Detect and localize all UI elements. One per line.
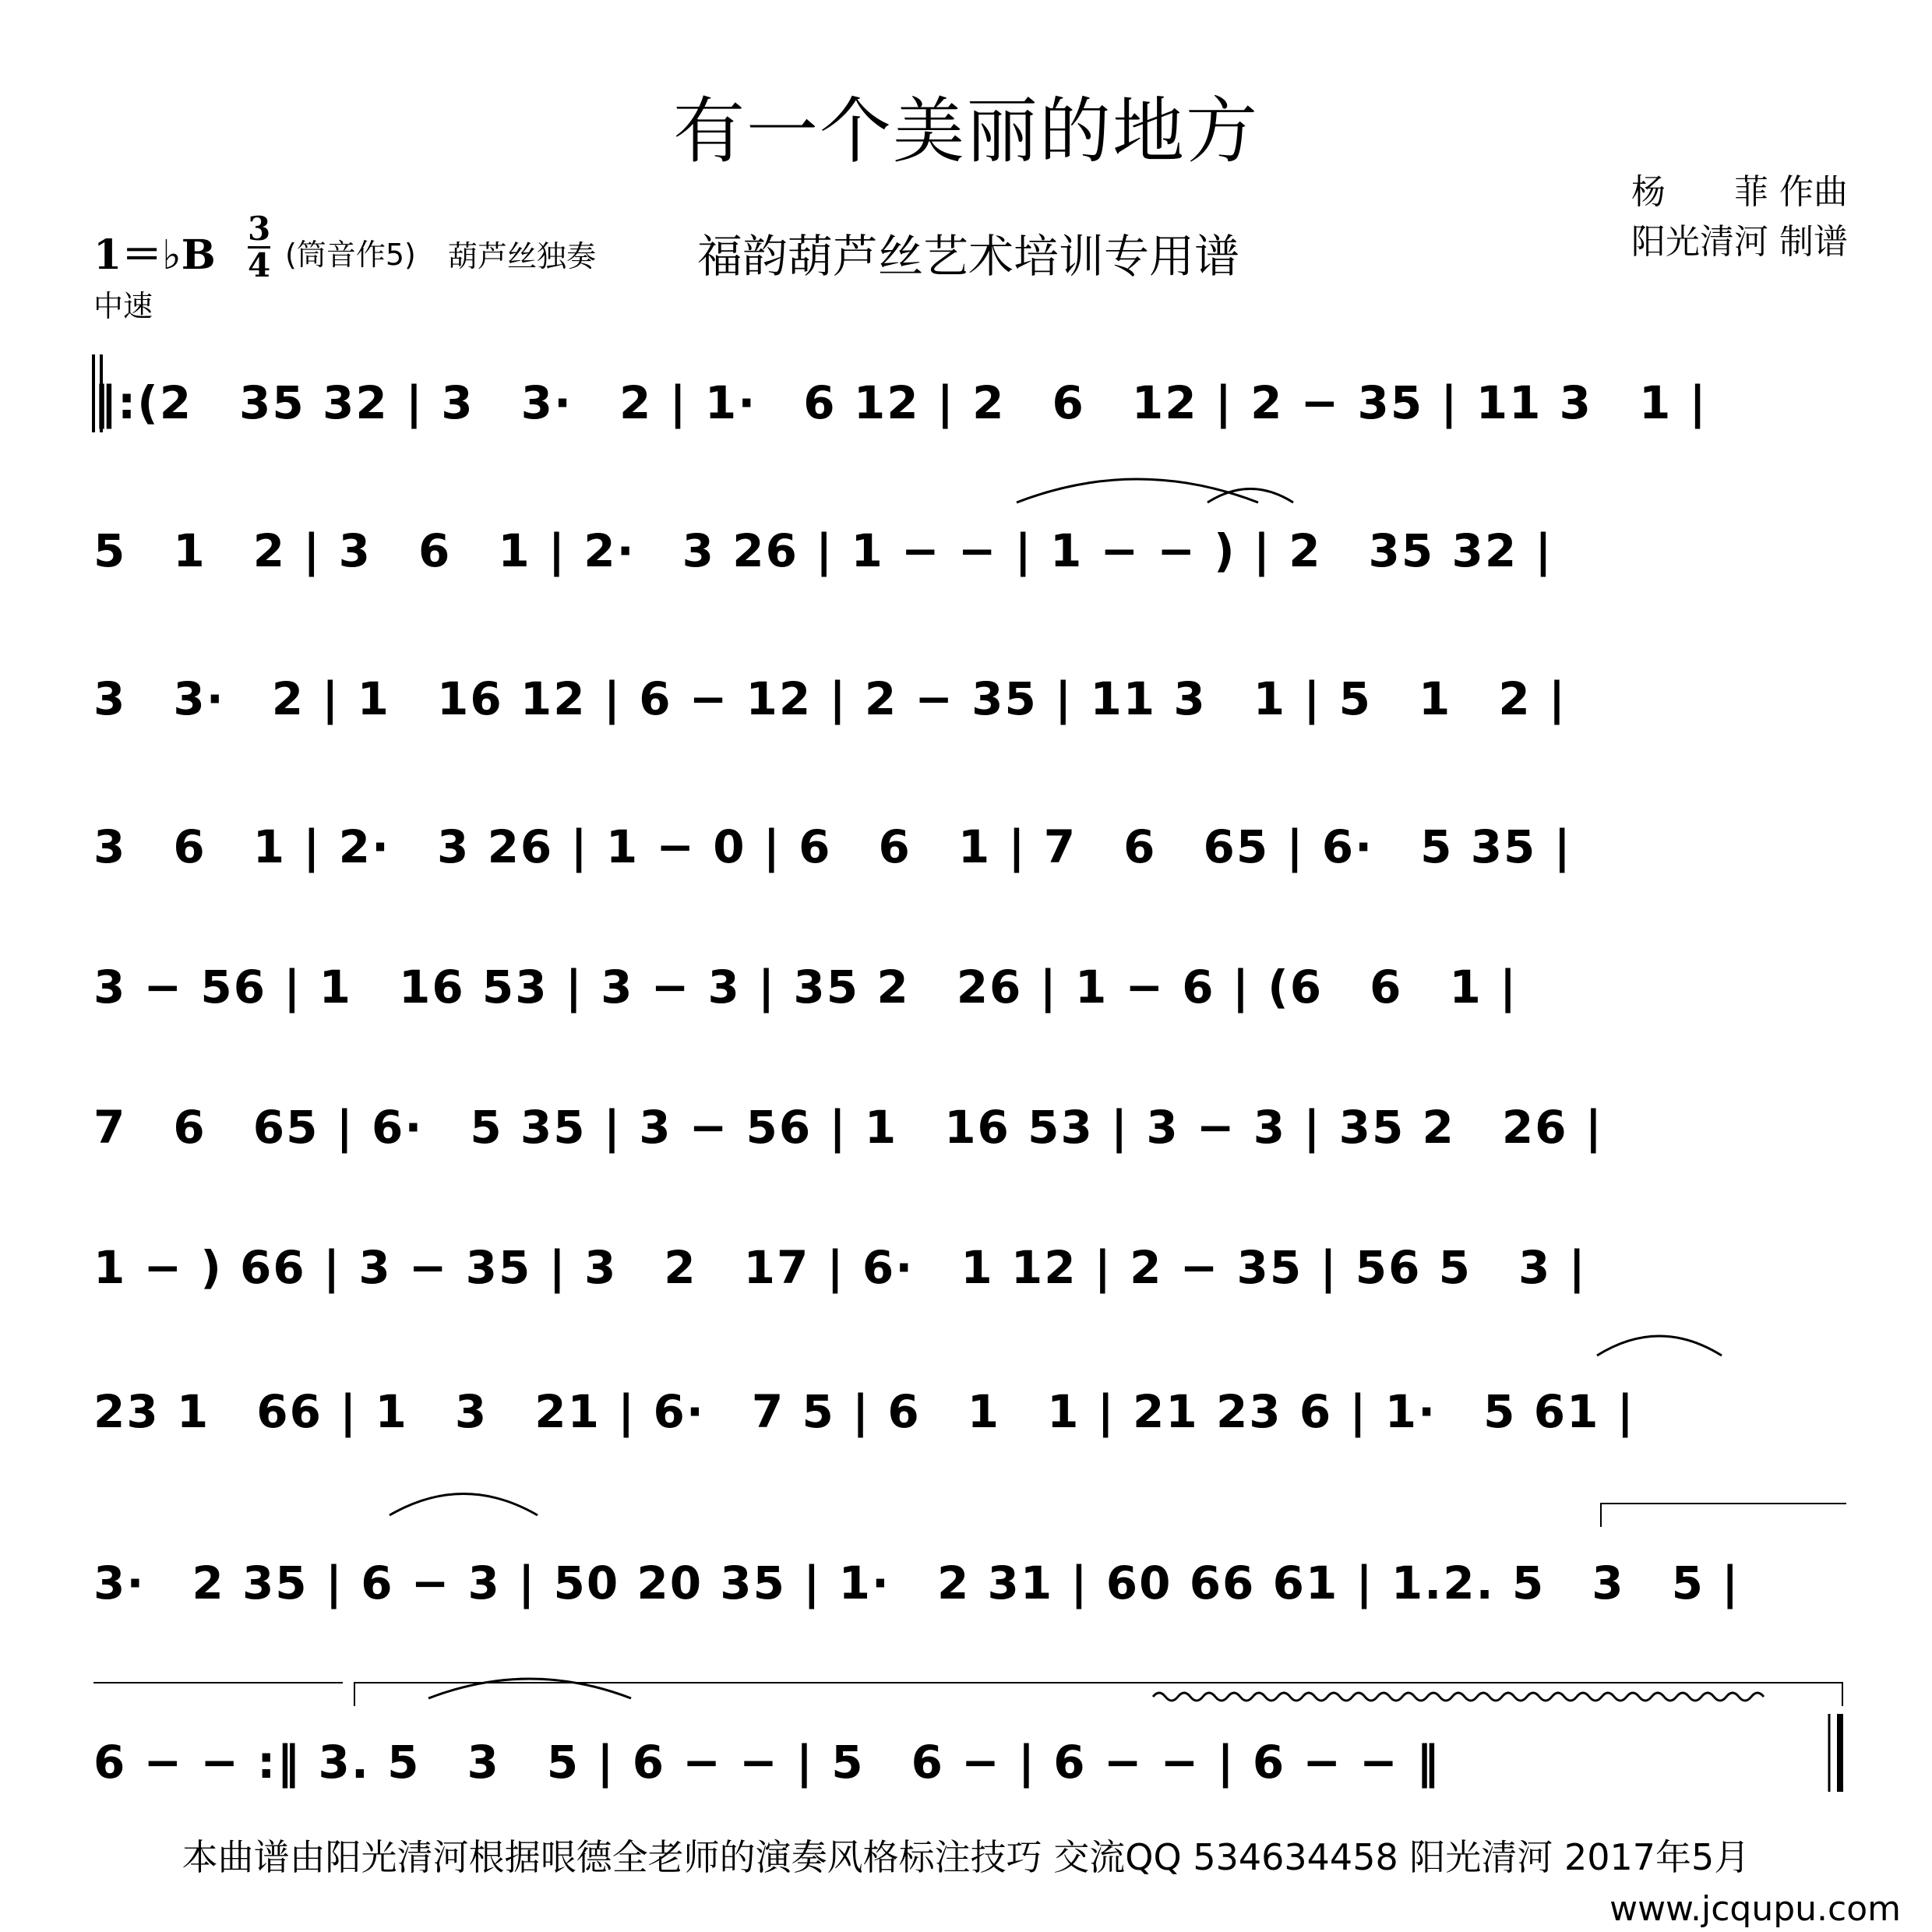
score-row: 3· 2 35 | 6 − 3 | 50 20 35 | 1· 2 31 | 60 66 61 | 1.2. 5 3 5 |: [93, 1557, 1740, 1609]
meter-top: 3: [248, 210, 271, 248]
page-title: 有一个美丽的地方: [672, 90, 1259, 173]
tuning-note: (筒音作5): [285, 238, 416, 272]
score-row: 5 1 2 | 3 6 1 | 2· 3 26 | 1 − − | 1 − − ) | 2 35 32 |: [93, 524, 1553, 577]
score-row: 3 6 1 | 2· 3 26 | 1 − 0 | 6 6 1 | 7 6 65 | 6· 5 35 |: [93, 820, 1572, 873]
key-signature: 1＝♭B: [93, 231, 216, 279]
composer-line: 杨 菲 作曲: [1631, 172, 1848, 212]
score-row: 7 6 65 | 6· 5 35 | 3 − 56 | 1 16 53 | 3 − 3 | 35 2 26 |: [93, 1101, 1603, 1154]
score-row: 23 1 66 | 1 3 21 | 6· 7 5 | 6 1 1 | 21 23 6 | 1· 5 61 |: [93, 1385, 1635, 1438]
tempo-marking: 中速: [93, 289, 153, 323]
score-row: 3 3· 2 | 1 16 12 | 6 − 12 | 2 − 35 | 11 3 1 | 5 1 2 |: [93, 672, 1567, 725]
meter-bottom: 4: [248, 246, 271, 284]
score-row: 3 − 56 | 1 16 53 | 3 − 3 | 35 2 26 | 1 − 6 | (6 6 1 |: [93, 961, 1518, 1014]
footer-note: 本曲谱由阳光清河根据哏德全老师的演奏风格标注技巧 交流QQ 534634458 阳光清河 2017年5月: [182, 1836, 1750, 1878]
instrument-label: 葫芦丝独奏: [448, 239, 597, 273]
score-row: ‖:(2 35 32 | 3 3· 2 | 1· 6 12 | 2 6 12 | 2 − 35 | 11 3 1 |: [93, 376, 1708, 429]
arranger-line: 阳光清河 制谱: [1631, 222, 1848, 262]
subtitle: 福韵葫芦丝艺术培训专用谱: [697, 230, 1240, 283]
score-row: 1 − ) 66 | 3 − 35 | 3 2 17 | 6· 1 12 | 2 − 35 | 56 5 3 |: [93, 1241, 1587, 1294]
score-row: 6 − − :‖ 3. 5 3 5 | 6 − − | 5 6 − | 6 − − | 6 − − ‖: [93, 1736, 1440, 1789]
site-watermark[interactable]: www.jcqupu.com: [1609, 1889, 1901, 1929]
